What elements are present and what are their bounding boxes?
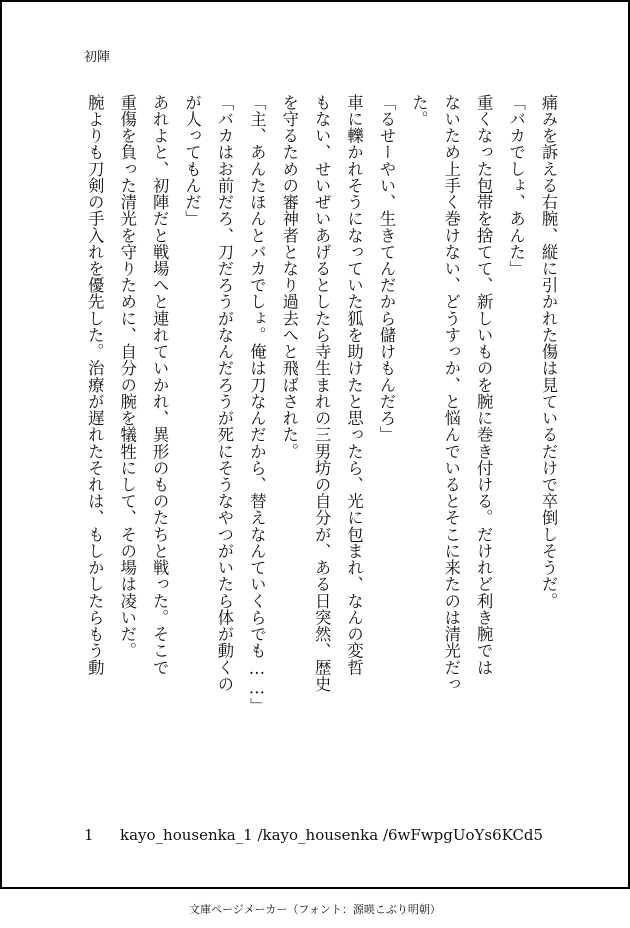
source-id: kayo_housenka_1 /kayo_housenka /6wFwpgUoYs6KCd5 (120, 826, 544, 844)
text-line-10: 「主、あんたほんとバカでしょ。俺は刀なんだから、替えなんていくらでも……」 (247, 94, 267, 715)
running-title: 初陣 (84, 50, 111, 65)
text-line-13: あれよと、初陣だと戦場へと連れていかれ、異形のものたちと戦った。そこで (150, 94, 170, 676)
text-line-6: 「るせーやい、生きてんだから儲けもんだろ」 (376, 94, 396, 443)
text-line-3: 重くなった包帯を捨てて、新しいものを腕に巻き付ける。だけれど利き腕では (474, 94, 494, 676)
text-line-9: を守るための審神者となり過去へと飛ばされた。 (279, 94, 299, 460)
text-line-5: た。 (409, 94, 429, 128)
text-line-4: ないため上手く巻けない、どうすっか、と悩んでいるとそこに来たのは清光だっ (441, 94, 461, 693)
text-line-1: 痛みを訴える右腕、縦に引かれた傷は見ているだけで卒倒しそうだ。 (539, 94, 558, 610)
text-line-12: が人ってもんだ」 (182, 94, 202, 227)
text-line-14: 重傷を負った清光を守りために、自分の腕を犠牲にして、その場は凌いだ。 (117, 94, 137, 659)
text-line-8: もない、せいぜいあげるとしたら寺生まれの三男坊の自分が、ある日突然、歴史 (312, 94, 332, 693)
text-line-15: 腕よりも刀剣の手入れを優先した。治療が遅れたそれは、もしかしたらもう動 (85, 94, 105, 676)
page-number: 1 (84, 826, 94, 844)
text-line-7: 車に轢かれそうになっていた狐を助けたと思ったら、光に包まれ、なんの変哲 (344, 94, 364, 676)
vertical-text-body (72, 94, 564, 786)
text-line-2: 「バカでしょ、あんた」 (506, 94, 526, 277)
generator-credit: 文庫ページメーカー（フォント：源暎こぶり明朝） (189, 903, 441, 916)
text-line-11: 「バカはお前だろ、刀だろうがなんだろうが死にそうなやつがいたら体が動くの (214, 94, 234, 693)
